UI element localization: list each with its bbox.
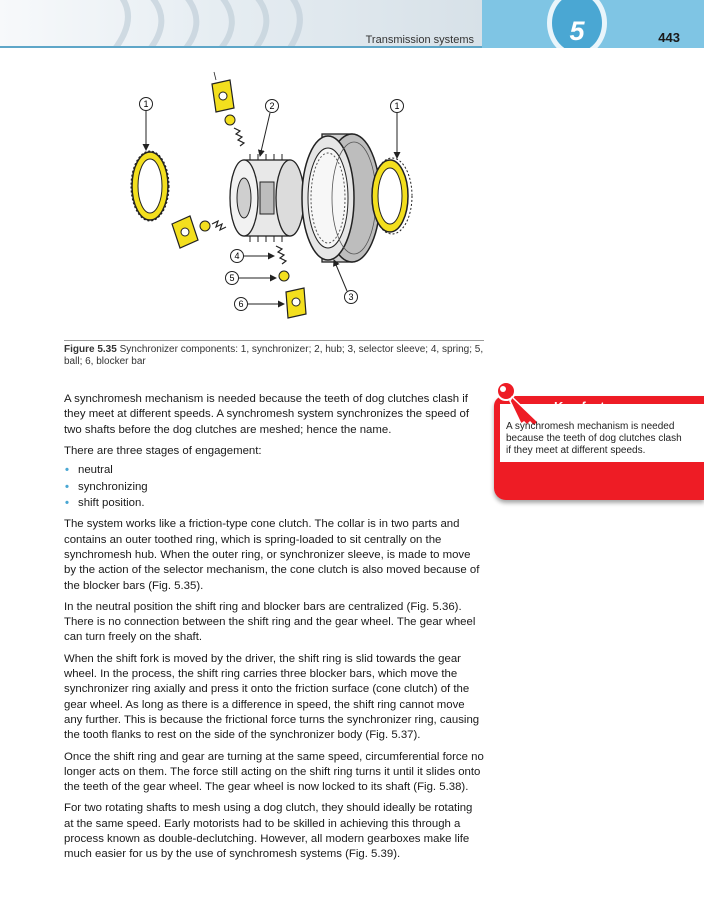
callout-1-right — [391, 100, 404, 159]
paragraph-6: Once the shift ring and gear are turning at the same speed, circumferential force no longer acts on them. The force still acting on the shift ring turns it until it slides onto the teeth of the gear wheel. The gear wheel is now locked to its shaft (Fig. 5.38). — [64, 750, 484, 794]
svg-text:3: 3 — [348, 292, 354, 302]
stages-list — [64, 462, 484, 511]
callout-6 — [235, 298, 285, 311]
caption-text: Synchronizer components: 1, synchronizer; 2, hub; 3, selector sleeve; 4, spring; 5, ball; 6, blocker bar — [64, 344, 484, 367]
blocker-bar-top — [212, 72, 234, 112]
svg-text:1: 1 — [394, 101, 400, 111]
hub — [230, 154, 304, 242]
key-fact-title: Key fact — [554, 399, 605, 414]
list-item: • synchronizing — [64, 479, 484, 495]
svg-text:1: 1 — [143, 99, 149, 109]
bullet-icon: • — [65, 480, 69, 493]
figure-rule — [64, 340, 484, 341]
ball-top — [225, 115, 235, 125]
selector-sleeve — [302, 134, 380, 262]
spring-left — [212, 221, 226, 230]
header-band — [0, 0, 482, 48]
paragraph-5: When the shift fork is moved by the driver, the shift ring is slid towards the gear wheel. In the process, the shift ring carries three blocker bars, which move the synchronizer ring axially and press it onto the friction surface (cone clutch) of the gear wheel. As long as there is a difference in speed, the shift ring cannot move any further. This is because the frictional force turns the synchronizer ring, causing the tooth flanks to rest on the side of the synchronizer body (Fig. 5.37). — [64, 652, 480, 742]
paragraph-stages: There are three stages of engagement: — [64, 444, 262, 457]
spring-lower — [276, 246, 286, 264]
callout-1-left — [140, 98, 153, 151]
bullet-icon: • — [65, 464, 69, 477]
list-item: • shift position. — [64, 495, 484, 511]
page-number: 443 — [658, 30, 680, 45]
paragraph-1: A synchromesh mechanism is needed because the teeth of dog clutches clash if they meet at different speeds. A synchromesh system synchronizes the speed of two shafts before the dog clutches are meshed; hence the name. — [64, 393, 470, 436]
svg-text:6: 6 — [238, 299, 244, 309]
list-item: • neutral — [64, 462, 484, 478]
ball-left — [200, 221, 210, 231]
paragraph-7: For two rotating shafts to mesh using a dog clutch, they should ideally be rotating at the same speed. Early motorists had to be skilled in achieving this through a process known as double-declutching. However, all modern gearboxes make life much easier for us by the use of synchromesh systems (Fig. 5.39). — [64, 802, 473, 861]
callout-5 — [226, 272, 277, 285]
svg-text:4: 4 — [234, 251, 240, 261]
svg-text:2: 2 — [269, 101, 275, 111]
header-rule — [0, 46, 482, 48]
synchronizer-ring-right — [372, 158, 412, 234]
paragraph-3: The system works like a friction-type cone clutch. The collar is in two parts and contains an outer toothed ring, which is spring-loaded to sit centrally on the synchromesh hub. When the outer ring, or synchronizer sleeve, is made to move by the action of the selector mechanism, the cone clutch is also moved because of the blocker bars (Fig. 5.35). — [64, 518, 480, 592]
spring-top — [234, 128, 244, 146]
key-fact-box — [494, 380, 704, 504]
section-title: Transmission systems — [365, 34, 474, 46]
chapter-number: 5 — [569, 16, 585, 46]
ball-lower — [279, 271, 289, 281]
synchronizer-ring-left — [131, 151, 169, 221]
callout-3 — [334, 260, 358, 304]
bullet-icon: • — [65, 497, 69, 509]
callout-2 — [260, 100, 279, 157]
main-text — [64, 392, 484, 869]
figure-synchronizer-components — [64, 64, 484, 334]
figure-caption — [64, 344, 484, 368]
blocker-bar-lower — [286, 288, 306, 318]
key-fact-text: A synchromesh mechanism is needed because the teeth of dog clutches clash if they meet at different speeds. — [506, 421, 682, 456]
caption-label: Figure 5.35 — [64, 344, 117, 355]
svg-text:5: 5 — [229, 273, 235, 283]
blocker-bar-left — [172, 216, 198, 248]
callout-4 — [231, 250, 275, 263]
paragraph-4: In the neutral position the shift ring and blocker bars are centralized (Fig. 5.36). There is no connection between the shift ring and the gear wheel. The gear wheel can turn freely on the shaft. — [64, 600, 476, 644]
